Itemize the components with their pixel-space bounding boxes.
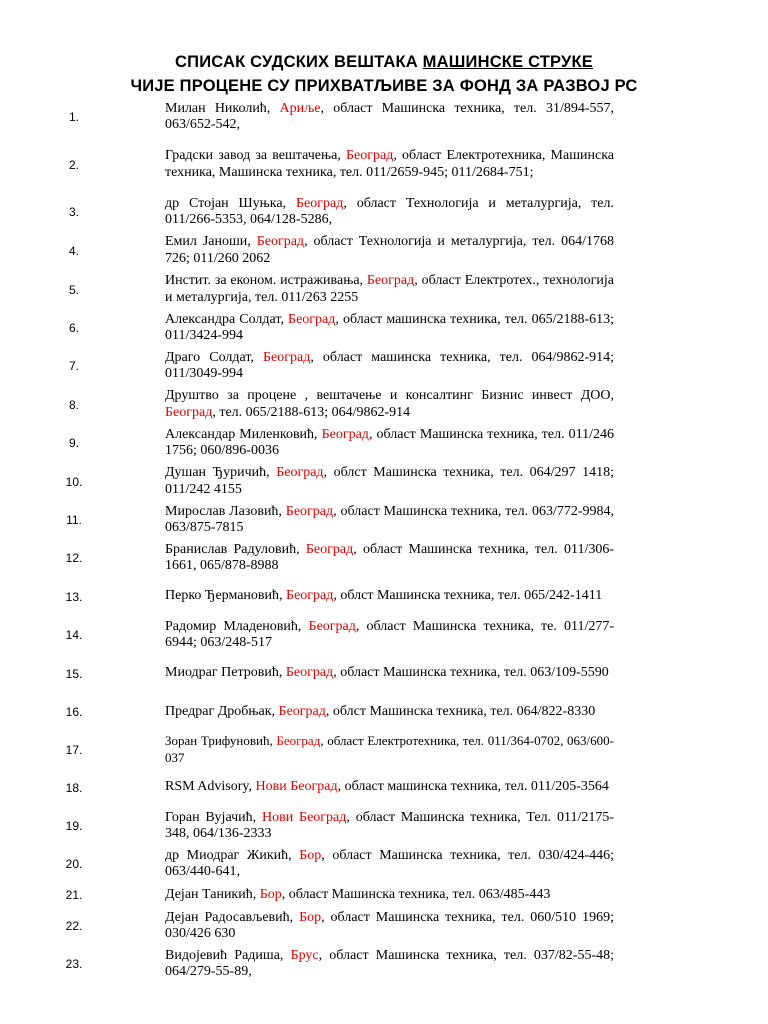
item-text bbox=[165, 542, 614, 575]
item-city: Београд bbox=[305, 541, 354, 557]
experts-list bbox=[0, 98, 768, 983]
item-details: , област Технологија и металургија, тел. 011/266-5353, 064/128-5286, bbox=[165, 195, 615, 227]
list-item bbox=[0, 693, 768, 731]
item-city: Београд bbox=[308, 618, 356, 634]
item-name: др Миодраг Жикић, bbox=[165, 847, 300, 863]
list-item bbox=[0, 907, 768, 945]
item-name: Александар Миленковић, bbox=[165, 426, 322, 442]
item-name: Дејан Таникић, bbox=[165, 886, 260, 902]
list-item bbox=[0, 309, 768, 347]
item-text bbox=[165, 948, 614, 981]
item-details: , област Машинска техника, тел. 060/510 1969; 030/426 630 bbox=[165, 909, 614, 941]
item-text bbox=[165, 350, 614, 383]
item-name: др Стојан Шуњка, bbox=[165, 195, 296, 211]
item-text bbox=[165, 427, 614, 460]
item-text bbox=[165, 910, 614, 943]
item-name: Видојевић Радиша, bbox=[165, 947, 291, 963]
item-number: 13. bbox=[65, 589, 83, 604]
item-name: Инстит. за економ. истраживања, bbox=[165, 273, 367, 288]
item-city: Београд bbox=[285, 503, 334, 519]
item-text bbox=[165, 234, 614, 267]
item-text bbox=[165, 504, 614, 537]
item-text bbox=[165, 388, 614, 421]
item-name: Перко Ђермановић, bbox=[165, 588, 287, 604]
item-name: Милан Николић, bbox=[165, 100, 280, 116]
list-item bbox=[0, 768, 768, 807]
list-item bbox=[0, 539, 768, 577]
item-details: , област Технологија и металургија, тел. 064/1768 726; 011/260 2062 bbox=[165, 234, 614, 266]
item-city: Београд bbox=[321, 426, 369, 442]
item-number: 21. bbox=[65, 888, 83, 902]
item-details: , област машинска техника, тел. 064/9862-914; 011/3049-994 bbox=[165, 349, 614, 381]
item-details: , област Електротех., технологија и металургија, тел. 011/263 2255 bbox=[165, 273, 614, 305]
item-name: Дејан Радосављевић, bbox=[165, 909, 300, 925]
item-details: , област Машинска техника, тел. 011/306-1661, 065/878-8988 bbox=[165, 541, 614, 573]
item-details: , област Електротехника, тел. 011/364-0702, 063/600-037 bbox=[165, 733, 615, 765]
item-text bbox=[165, 619, 614, 652]
item-city: Београд bbox=[366, 273, 415, 288]
item-text bbox=[165, 465, 614, 498]
item-text bbox=[165, 312, 614, 345]
item-text bbox=[165, 196, 614, 229]
list-item bbox=[0, 945, 768, 983]
list-item bbox=[0, 807, 768, 845]
item-number: 17. bbox=[65, 742, 83, 757]
item-number: 15. bbox=[65, 666, 83, 681]
item-number: 7. bbox=[68, 359, 79, 373]
item-number: 10. bbox=[65, 474, 83, 489]
item-text bbox=[165, 733, 614, 766]
item-number: 6. bbox=[68, 321, 79, 335]
item-number: 9. bbox=[68, 436, 79, 450]
item-number: 18. bbox=[65, 780, 83, 795]
item-text bbox=[165, 665, 614, 682]
item-number: 22. bbox=[65, 919, 83, 933]
item-details: , област машинска техника, тел. 065/2188-613; 011/3424-994 bbox=[165, 311, 615, 343]
item-number: 8. bbox=[68, 397, 79, 412]
item-name: Миодраг Петровић, bbox=[165, 665, 286, 681]
item-number: 5. bbox=[68, 282, 79, 297]
list-item bbox=[0, 462, 768, 501]
item-city: Београд bbox=[288, 311, 336, 327]
list-item bbox=[0, 98, 768, 136]
item-city: Београд bbox=[276, 465, 324, 480]
item-text bbox=[165, 148, 614, 181]
item-name: Предраг Дробњак, bbox=[165, 703, 279, 719]
list-item bbox=[0, 270, 768, 309]
item-city: Брус bbox=[290, 947, 319, 963]
item-details: , област Машинска техника, тел. 31/894-557, 063/652-542, bbox=[165, 100, 614, 132]
item-city: Београд bbox=[295, 195, 344, 211]
item-number: 2. bbox=[68, 157, 79, 172]
title-prefix: СПИСАК СУДСКИХ ВЕШТАКА bbox=[175, 53, 423, 71]
item-details: , облст Машинска техника, тел. 064/822-8330 bbox=[325, 703, 596, 719]
item-city: Нови Београд bbox=[255, 779, 338, 795]
list-item bbox=[0, 845, 768, 883]
item-city: Београд bbox=[276, 733, 321, 748]
item-details: , облст Машинска техника, тел. 064/297 1418; 011/242 4155 bbox=[165, 465, 614, 497]
item-text bbox=[165, 848, 614, 881]
item-text bbox=[165, 887, 614, 904]
item-city: Бор bbox=[299, 909, 322, 925]
list-item bbox=[0, 616, 768, 654]
item-number: 1. bbox=[68, 110, 79, 124]
item-name: Мирослав Лазовић, bbox=[165, 503, 286, 519]
item-details: , област Машинска техника, тел. 011/246 1756; 060/896-0036 bbox=[165, 426, 614, 458]
item-name: Драго Солдат, bbox=[165, 349, 263, 365]
item-details: , област Електротехника, Машинска техника, Машинска техника, тел. 011/2659-945; 011/2684-751; bbox=[165, 148, 614, 180]
item-text bbox=[165, 101, 614, 134]
item-name: Зоран Трифуновић, bbox=[165, 733, 277, 748]
document-title-line1 bbox=[0, 53, 768, 72]
list-item bbox=[0, 501, 768, 539]
item-details: , област Машинска техника, Тел. 011/2175-348, 064/136-2333 bbox=[165, 809, 615, 841]
item-number: 19. bbox=[65, 819, 83, 833]
item-city: Ариље bbox=[279, 100, 321, 116]
list-item bbox=[0, 883, 768, 907]
item-name: Радомир Младеновић, bbox=[165, 618, 309, 634]
item-name: Александра Солдат, bbox=[165, 311, 289, 327]
item-city: Београд bbox=[165, 404, 213, 420]
item-details: , област Машинска техника, тел. 063/485-443 bbox=[281, 886, 551, 902]
item-number: 4. bbox=[68, 243, 79, 258]
item-name: RSM Advisory, bbox=[165, 779, 256, 795]
item-text bbox=[165, 273, 614, 306]
item-city: Београд bbox=[256, 234, 305, 249]
item-name: Горан Вујачић, bbox=[165, 809, 262, 825]
item-city: Београд bbox=[286, 588, 334, 604]
item-city: Београд bbox=[285, 665, 334, 681]
item-number: 16. bbox=[65, 705, 83, 719]
list-item bbox=[0, 385, 768, 424]
item-number: 14. bbox=[65, 628, 83, 642]
item-name: Градски завод за вештачења, bbox=[165, 148, 346, 163]
item-city: Београд bbox=[346, 148, 394, 163]
list-item bbox=[0, 136, 768, 193]
item-details: , област Машинска техника, те. 011/277-6944; 063/248-517 bbox=[165, 618, 614, 650]
list-item bbox=[0, 424, 768, 462]
list-item bbox=[0, 347, 768, 385]
list-item bbox=[0, 193, 768, 231]
list-item bbox=[0, 577, 768, 616]
item-details: , тел. 065/2188-613; 064/9862-914 bbox=[212, 404, 411, 420]
item-text bbox=[165, 810, 614, 843]
item-details: , област Машинска техника, тел. 030/424-446; 063/440-641, bbox=[165, 847, 614, 879]
item-number: 11. bbox=[66, 513, 82, 527]
item-details: , област Машинска техника, тел. 063/772-9984, 063/875-7815 bbox=[165, 503, 614, 535]
item-name: Друштво за процене , вештачење и консалтинг Бизнис инвест ДОО, bbox=[165, 388, 614, 403]
document-title-line2: ЧИЈЕ ПРОЦЕНЕ СУ ПРИХВАТЉИВЕ ЗА ФОНД ЗА РАЗВОЈ РС bbox=[130, 77, 638, 95]
item-city: Нови Београд bbox=[261, 809, 347, 825]
item-city: Бор bbox=[259, 886, 282, 902]
item-text bbox=[165, 779, 614, 796]
list-item bbox=[0, 231, 768, 270]
item-text bbox=[165, 588, 614, 605]
item-name: Емил Јаноши, bbox=[165, 234, 257, 249]
item-details: , област Машинска техника, тел. 063/109-5590 bbox=[333, 665, 609, 681]
item-city: Бор bbox=[299, 847, 322, 863]
item-details: , област Машинска техника, тел. 037/82-55-48; 064/279-55-89, bbox=[165, 947, 615, 979]
list-item bbox=[0, 654, 768, 693]
item-text bbox=[165, 704, 614, 721]
item-number: 3. bbox=[68, 205, 79, 219]
item-city: Београд bbox=[263, 349, 311, 365]
item-details: , област машинска техника, тел. 011/205-3564 bbox=[337, 779, 609, 795]
title-underlined: МАШИНСКЕ СТРУКЕ bbox=[422, 53, 593, 71]
item-name: Бранислав Радуловић, bbox=[165, 541, 306, 557]
item-details: , облст Машинска техника, тел. 065/242-1411 bbox=[333, 588, 603, 604]
item-number: 20. bbox=[65, 857, 83, 871]
item-city: Београд bbox=[278, 703, 326, 719]
list-item bbox=[0, 731, 768, 768]
item-name: Душан Ђуричић, bbox=[165, 465, 277, 480]
item-number: 12. bbox=[65, 551, 83, 565]
item-number: 23. bbox=[65, 957, 83, 971]
